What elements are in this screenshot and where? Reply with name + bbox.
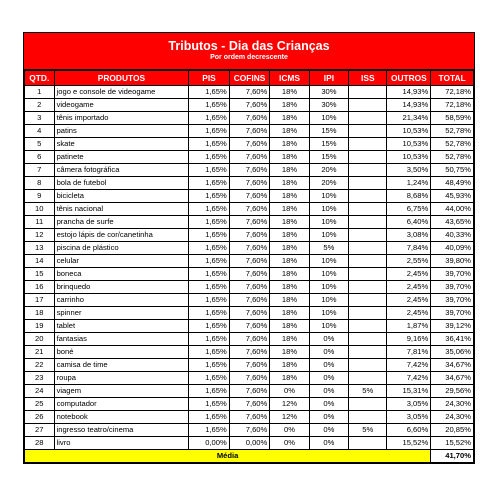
pis-cell: 1,65% xyxy=(189,112,230,125)
iss-cell xyxy=(349,216,387,229)
qtd-cell: 1 xyxy=(25,86,55,99)
qtd-cell: 18 xyxy=(25,307,55,320)
iss-cell xyxy=(349,281,387,294)
table-row xyxy=(25,437,474,450)
pis-cell: 1,65% xyxy=(189,216,230,229)
qtd-cell: 4 xyxy=(25,125,55,138)
cofins-cell: 7,60% xyxy=(229,268,270,281)
icms-cell: 18% xyxy=(270,320,309,333)
cofins-cell: 7,60% xyxy=(229,190,270,203)
cofins-cell: 7,60% xyxy=(229,346,270,359)
outros-cell: 7,84% xyxy=(387,242,431,255)
ipi-cell: 10% xyxy=(309,112,348,125)
ipi-cell: 10% xyxy=(309,294,348,307)
cofins-cell: 7,60% xyxy=(229,229,270,242)
qtd-cell: 25 xyxy=(25,398,55,411)
qtd-cell: 17 xyxy=(25,294,55,307)
outros-cell: 2,45% xyxy=(387,294,431,307)
produto-cell: videogame xyxy=(54,99,189,112)
icms-cell: 18% xyxy=(270,229,309,242)
outros-cell: 10,53% xyxy=(387,151,431,164)
qtd-cell: 13 xyxy=(25,242,55,255)
outros-cell: 7,42% xyxy=(387,372,431,385)
qtd-cell: 16 xyxy=(25,281,55,294)
qtd-cell: 15 xyxy=(25,268,55,281)
header-icms: ICMS xyxy=(270,71,309,86)
produto-cell: tablet xyxy=(54,320,189,333)
total-cell: 35,06% xyxy=(431,346,474,359)
table-row xyxy=(25,359,474,372)
total-cell: 39,80% xyxy=(431,255,474,268)
table-row xyxy=(25,151,474,164)
qtd-cell: 9 xyxy=(25,190,55,203)
pis-cell: 1,65% xyxy=(189,268,230,281)
iss-cell xyxy=(349,177,387,190)
iss-cell xyxy=(349,359,387,372)
total-cell: 52,78% xyxy=(431,138,474,151)
icms-cell: 18% xyxy=(270,346,309,359)
iss-cell xyxy=(349,242,387,255)
table-body xyxy=(25,86,474,450)
pis-cell: 1,65% xyxy=(189,411,230,424)
produto-cell: patinete xyxy=(54,151,189,164)
total-cell: 52,78% xyxy=(431,125,474,138)
icms-cell: 18% xyxy=(270,307,309,320)
ipi-cell: 15% xyxy=(309,125,348,138)
qtd-cell: 20 xyxy=(25,333,55,346)
pis-cell: 1,65% xyxy=(189,125,230,138)
header-row xyxy=(25,71,474,86)
table-row xyxy=(25,164,474,177)
ipi-cell: 15% xyxy=(309,138,348,151)
icms-cell: 18% xyxy=(270,255,309,268)
outros-cell: 2,45% xyxy=(387,307,431,320)
ipi-cell: 0% xyxy=(309,359,348,372)
produto-cell: jogo e console de videogame xyxy=(54,86,189,99)
outros-cell: 3,50% xyxy=(387,164,431,177)
table-row xyxy=(25,346,474,359)
outros-cell: 2,55% xyxy=(387,255,431,268)
iss-cell xyxy=(349,320,387,333)
outros-cell: 14,93% xyxy=(387,86,431,99)
cofins-cell: 7,60% xyxy=(229,255,270,268)
iss-cell xyxy=(349,164,387,177)
icms-cell: 18% xyxy=(270,372,309,385)
qtd-cell: 11 xyxy=(25,216,55,229)
cofins-cell: 7,60% xyxy=(229,216,270,229)
ipi-cell: 5% xyxy=(309,242,348,255)
total-cell: 44,00% xyxy=(431,203,474,216)
media-row xyxy=(25,450,474,463)
pis-cell: 1,65% xyxy=(189,424,230,437)
qtd-cell: 12 xyxy=(25,229,55,242)
produto-cell: computador xyxy=(54,398,189,411)
table-row xyxy=(25,398,474,411)
icms-cell: 18% xyxy=(270,333,309,346)
ipi-cell: 30% xyxy=(309,99,348,112)
pis-cell: 1,65% xyxy=(189,99,230,112)
pis-cell: 1,65% xyxy=(189,385,230,398)
ipi-cell: 10% xyxy=(309,320,348,333)
produto-cell: roupa xyxy=(54,372,189,385)
produto-cell: bicicleta xyxy=(54,190,189,203)
produto-cell: bola de futebol xyxy=(54,177,189,190)
icms-cell: 18% xyxy=(270,177,309,190)
iss-cell xyxy=(349,255,387,268)
total-cell: 34,67% xyxy=(431,359,474,372)
cofins-cell: 7,60% xyxy=(229,164,270,177)
pis-cell: 1,65% xyxy=(189,255,230,268)
iss-cell xyxy=(349,151,387,164)
outros-cell: 7,81% xyxy=(387,346,431,359)
iss-cell xyxy=(349,99,387,112)
outros-cell: 6,60% xyxy=(387,424,431,437)
qtd-cell: 5 xyxy=(25,138,55,151)
qtd-cell: 28 xyxy=(25,437,55,450)
cofins-cell: 7,60% xyxy=(229,281,270,294)
total-cell: 39,70% xyxy=(431,307,474,320)
qtd-cell: 10 xyxy=(25,203,55,216)
table-row xyxy=(25,203,474,216)
pis-cell: 1,65% xyxy=(189,242,230,255)
outros-cell: 15,31% xyxy=(387,385,431,398)
outros-cell: 21,34% xyxy=(387,112,431,125)
pis-cell: 1,65% xyxy=(189,86,230,99)
header-pis: PIS xyxy=(189,71,230,86)
cofins-cell: 7,60% xyxy=(229,177,270,190)
ipi-cell: 20% xyxy=(309,177,348,190)
cofins-cell: 7,60% xyxy=(229,424,270,437)
total-cell: 36,41% xyxy=(431,333,474,346)
pis-cell: 1,65% xyxy=(189,294,230,307)
ipi-cell: 10% xyxy=(309,203,348,216)
table-row xyxy=(25,255,474,268)
iss-cell xyxy=(349,190,387,203)
total-cell: 39,70% xyxy=(431,268,474,281)
pis-cell: 1,65% xyxy=(189,320,230,333)
pis-cell: 1,65% xyxy=(189,190,230,203)
icms-cell: 0% xyxy=(270,424,309,437)
table-row xyxy=(25,294,474,307)
produto-cell: boneca xyxy=(54,268,189,281)
total-cell: 39,12% xyxy=(431,320,474,333)
header-total: TOTAL xyxy=(431,71,474,86)
produto-cell: boné xyxy=(54,346,189,359)
icms-cell: 18% xyxy=(270,151,309,164)
total-cell: 58,59% xyxy=(431,112,474,125)
outros-cell: 1,87% xyxy=(387,320,431,333)
outros-cell: 3,08% xyxy=(387,229,431,242)
produto-cell: estojo lápis de cor/canetinha xyxy=(54,229,189,242)
table-row xyxy=(25,411,474,424)
table-row xyxy=(25,190,474,203)
ipi-cell: 30% xyxy=(309,86,348,99)
ipi-cell: 10% xyxy=(309,190,348,203)
outros-cell: 2,45% xyxy=(387,281,431,294)
iss-cell xyxy=(349,307,387,320)
produto-cell: skate xyxy=(54,138,189,151)
pis-cell: 1,65% xyxy=(189,164,230,177)
total-cell: 45,93% xyxy=(431,190,474,203)
table-row xyxy=(25,242,474,255)
pis-cell: 1,65% xyxy=(189,333,230,346)
header-produtos: PRODUTOS xyxy=(54,71,189,86)
ipi-cell: 0% xyxy=(309,385,348,398)
total-cell: 40,09% xyxy=(431,242,474,255)
outros-cell: 2,45% xyxy=(387,268,431,281)
cofins-cell: 7,60% xyxy=(229,398,270,411)
qtd-cell: 2 xyxy=(25,99,55,112)
qtd-cell: 3 xyxy=(25,112,55,125)
cofins-cell: 7,60% xyxy=(229,333,270,346)
outros-cell: 10,53% xyxy=(387,125,431,138)
icms-cell: 12% xyxy=(270,398,309,411)
outros-cell: 6,40% xyxy=(387,216,431,229)
icms-cell: 18% xyxy=(270,281,309,294)
ipi-cell: 10% xyxy=(309,255,348,268)
produto-cell: carrinho xyxy=(54,294,189,307)
table-row xyxy=(25,86,474,99)
cofins-cell: 7,60% xyxy=(229,385,270,398)
outros-cell: 8,68% xyxy=(387,190,431,203)
table-row xyxy=(25,424,474,437)
produto-cell: spinner xyxy=(54,307,189,320)
qtd-cell: 14 xyxy=(25,255,55,268)
header-cofins: COFINS xyxy=(229,71,270,86)
produto-cell: brinquedo xyxy=(54,281,189,294)
produto-cell: ingresso teatro/cinema xyxy=(54,424,189,437)
icms-cell: 18% xyxy=(270,164,309,177)
tax-table xyxy=(24,70,474,463)
iss-cell xyxy=(349,125,387,138)
outros-cell: 14,93% xyxy=(387,99,431,112)
pis-cell: 1,65% xyxy=(189,307,230,320)
cofins-cell: 7,60% xyxy=(229,203,270,216)
iss-cell xyxy=(349,398,387,411)
iss-cell xyxy=(349,411,387,424)
produto-cell: fantasias xyxy=(54,333,189,346)
ipi-cell: 10% xyxy=(309,307,348,320)
icms-cell: 18% xyxy=(270,99,309,112)
cofins-cell: 7,60% xyxy=(229,242,270,255)
iss-cell xyxy=(349,294,387,307)
produto-cell: camisa de time xyxy=(54,359,189,372)
total-cell: 39,70% xyxy=(431,294,474,307)
table-row xyxy=(25,99,474,112)
cofins-cell: 7,60% xyxy=(229,320,270,333)
header-qtd: QTD. xyxy=(25,71,55,86)
pis-cell: 1,65% xyxy=(189,346,230,359)
table-row xyxy=(25,385,474,398)
iss-cell: 5% xyxy=(349,385,387,398)
icms-cell: 18% xyxy=(270,125,309,138)
total-cell: 15,52% xyxy=(431,437,474,450)
cofins-cell: 7,60% xyxy=(229,138,270,151)
icms-cell: 18% xyxy=(270,294,309,307)
table-row xyxy=(25,281,474,294)
produto-cell: notebook xyxy=(54,411,189,424)
page-subtitle: Por ordem decrescente xyxy=(210,54,288,61)
icms-cell: 18% xyxy=(270,359,309,372)
cofins-cell: 7,60% xyxy=(229,125,270,138)
icms-cell: 0% xyxy=(270,437,309,450)
iss-cell xyxy=(349,112,387,125)
total-cell: 20,85% xyxy=(431,424,474,437)
header-iss: ISS xyxy=(349,71,387,86)
qtd-cell: 26 xyxy=(25,411,55,424)
qtd-cell: 6 xyxy=(25,151,55,164)
total-cell: 43,65% xyxy=(431,216,474,229)
produto-cell: piscina de plástico xyxy=(54,242,189,255)
pis-cell: 1,65% xyxy=(189,138,230,151)
icms-cell: 18% xyxy=(270,216,309,229)
table-row xyxy=(25,320,474,333)
media-label: Média xyxy=(25,450,431,463)
total-cell: 48,49% xyxy=(431,177,474,190)
iss-cell xyxy=(349,333,387,346)
pis-cell: 1,65% xyxy=(189,398,230,411)
table-row xyxy=(25,229,474,242)
outros-cell: 3,05% xyxy=(387,398,431,411)
qtd-cell: 19 xyxy=(25,320,55,333)
cofins-cell: 7,60% xyxy=(229,112,270,125)
cofins-cell: 7,60% xyxy=(229,294,270,307)
table-row xyxy=(25,333,474,346)
table-row xyxy=(25,112,474,125)
iss-cell xyxy=(349,437,387,450)
qtd-cell: 7 xyxy=(25,164,55,177)
qtd-cell: 21 xyxy=(25,346,55,359)
icms-cell: 18% xyxy=(270,190,309,203)
total-cell: 40,33% xyxy=(431,229,474,242)
total-cell: 24,30% xyxy=(431,411,474,424)
qtd-cell: 22 xyxy=(25,359,55,372)
produto-cell: viagem xyxy=(54,385,189,398)
ipi-cell: 10% xyxy=(309,229,348,242)
outros-cell: 3,05% xyxy=(387,411,431,424)
icms-cell: 12% xyxy=(270,411,309,424)
total-cell: 72,18% xyxy=(431,99,474,112)
iss-cell xyxy=(349,346,387,359)
outros-cell: 6,75% xyxy=(387,203,431,216)
produto-cell: patins xyxy=(54,125,189,138)
table-row xyxy=(25,138,474,151)
table-row xyxy=(25,268,474,281)
header-ipi: IPI xyxy=(309,71,348,86)
outros-cell: 1,24% xyxy=(387,177,431,190)
ipi-cell: 0% xyxy=(309,424,348,437)
table-row xyxy=(25,372,474,385)
outros-cell: 7,42% xyxy=(387,359,431,372)
ipi-cell: 15% xyxy=(309,151,348,164)
pis-cell: 1,65% xyxy=(189,177,230,190)
pis-cell: 1,65% xyxy=(189,229,230,242)
ipi-cell: 0% xyxy=(309,398,348,411)
iss-cell xyxy=(349,229,387,242)
outros-cell: 9,16% xyxy=(387,333,431,346)
total-cell: 24,30% xyxy=(431,398,474,411)
ipi-cell: 0% xyxy=(309,411,348,424)
cofins-cell: 7,60% xyxy=(229,307,270,320)
total-cell: 52,78% xyxy=(431,151,474,164)
pis-cell: 1,65% xyxy=(189,281,230,294)
produto-cell: tênis importado xyxy=(54,112,189,125)
pis-cell: 1,65% xyxy=(189,372,230,385)
iss-cell xyxy=(349,203,387,216)
title-banner xyxy=(24,33,474,70)
ipi-cell: 0% xyxy=(309,346,348,359)
cofins-cell: 7,60% xyxy=(229,359,270,372)
pis-cell: 1,65% xyxy=(189,151,230,164)
table-row xyxy=(25,307,474,320)
produto-cell: câmera fotográfica xyxy=(54,164,189,177)
total-cell: 50,75% xyxy=(431,164,474,177)
media-value: 41,70% xyxy=(431,450,474,463)
table-row xyxy=(25,216,474,229)
pis-cell: 1,65% xyxy=(189,359,230,372)
cofins-cell: 7,60% xyxy=(229,411,270,424)
outros-cell: 15,52% xyxy=(387,437,431,450)
qtd-cell: 27 xyxy=(25,424,55,437)
icms-cell: 18% xyxy=(270,203,309,216)
produto-cell: prancha de surfe xyxy=(54,216,189,229)
icms-cell: 18% xyxy=(270,138,309,151)
total-cell: 34,67% xyxy=(431,372,474,385)
ipi-cell: 20% xyxy=(309,164,348,177)
qtd-cell: 23 xyxy=(25,372,55,385)
ipi-cell: 0% xyxy=(309,437,348,450)
table-row xyxy=(25,177,474,190)
icms-cell: 18% xyxy=(270,86,309,99)
cofins-cell: 7,60% xyxy=(229,99,270,112)
total-cell: 72,18% xyxy=(431,86,474,99)
tax-table-sheet xyxy=(23,32,475,464)
iss-cell xyxy=(349,372,387,385)
table-row xyxy=(25,125,474,138)
icms-cell: 0% xyxy=(270,385,309,398)
page-title: Tributos - Dia das Crianças xyxy=(168,39,330,53)
iss-cell xyxy=(349,268,387,281)
ipi-cell: 10% xyxy=(309,281,348,294)
iss-cell xyxy=(349,86,387,99)
ipi-cell: 0% xyxy=(309,372,348,385)
iss-cell xyxy=(349,138,387,151)
cofins-cell: 7,60% xyxy=(229,151,270,164)
qtd-cell: 8 xyxy=(25,177,55,190)
pis-cell: 0,00% xyxy=(189,437,230,450)
icms-cell: 18% xyxy=(270,268,309,281)
cofins-cell: 7,60% xyxy=(229,86,270,99)
icms-cell: 18% xyxy=(270,112,309,125)
iss-cell: 5% xyxy=(349,424,387,437)
produto-cell: tênis nacional xyxy=(54,203,189,216)
ipi-cell: 0% xyxy=(309,333,348,346)
outros-cell: 10,53% xyxy=(387,138,431,151)
cofins-cell: 0,00% xyxy=(229,437,270,450)
pis-cell: 1,65% xyxy=(189,203,230,216)
total-cell: 39,70% xyxy=(431,281,474,294)
produto-cell: celular xyxy=(54,255,189,268)
ipi-cell: 10% xyxy=(309,216,348,229)
qtd-cell: 24 xyxy=(25,385,55,398)
header-outros: OUTROS xyxy=(387,71,431,86)
ipi-cell: 10% xyxy=(309,268,348,281)
total-cell: 29,56% xyxy=(431,385,474,398)
icms-cell: 18% xyxy=(270,242,309,255)
cofins-cell: 7,60% xyxy=(229,372,270,385)
produto-cell: livro xyxy=(54,437,189,450)
